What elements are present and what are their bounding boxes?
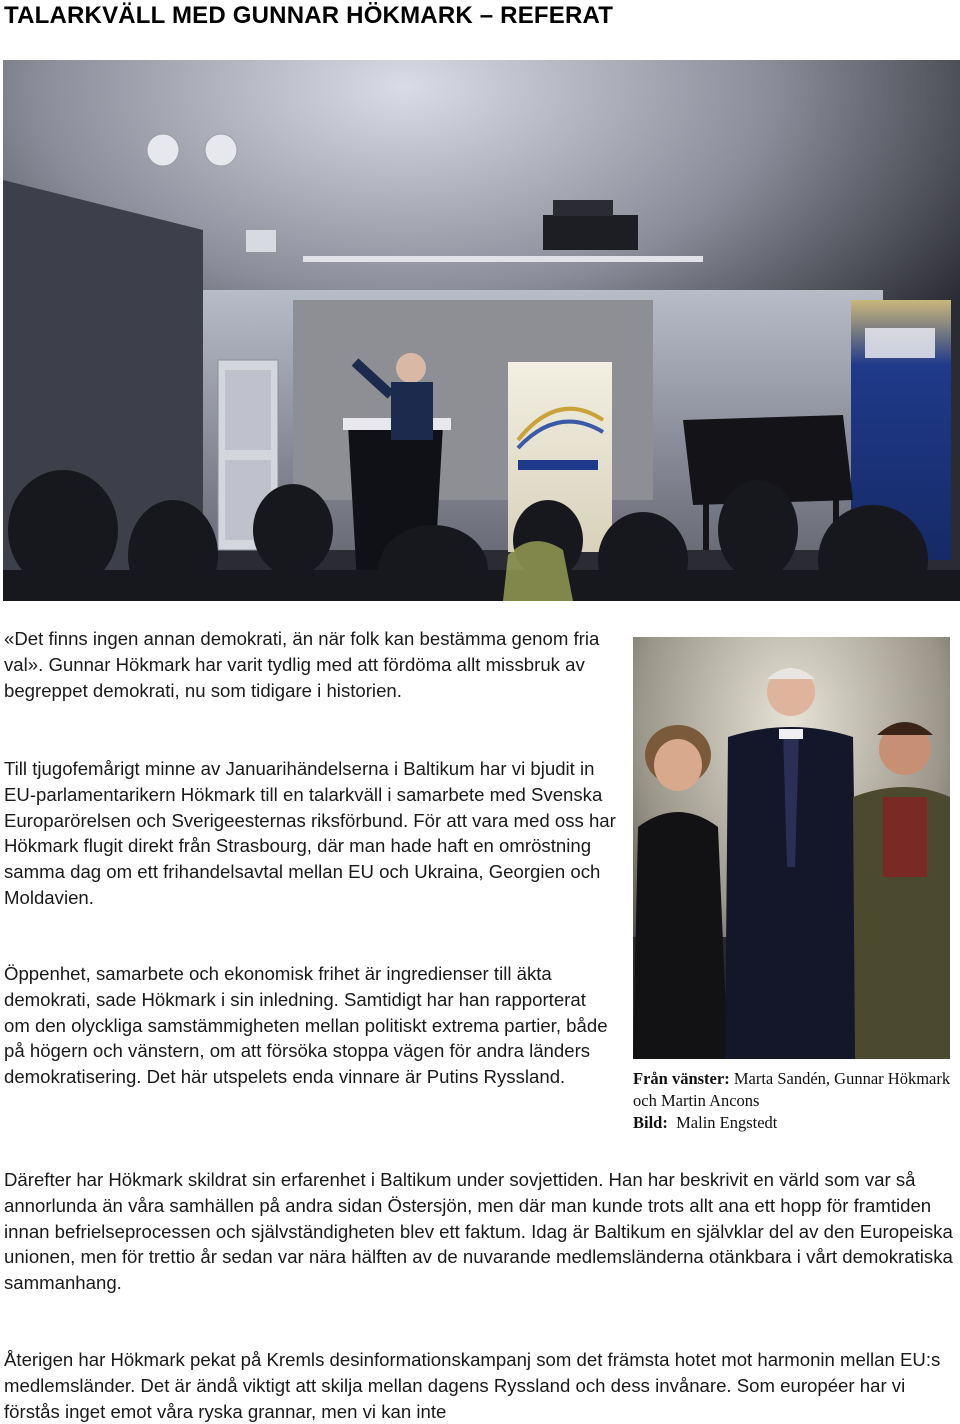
article-paragraph-intro — [4, 626, 616, 703]
caption-from-label: Från vänster: — [633, 1069, 730, 1088]
caption-photo-label: Bild: — [633, 1113, 668, 1132]
main-photo — [3, 60, 960, 601]
side-photo — [633, 637, 950, 1059]
caption-line-from — [633, 1068, 953, 1112]
caption-line-photo — [633, 1112, 953, 1134]
article-paragraph-background — [4, 756, 616, 911]
article-paragraph-democracy — [4, 961, 616, 1090]
paragraph-2: Till tjugofemårigt minne av Januarihändelserna i Baltikum har vi bjudit in EU-parlamentarikern Hökmark till en talarkväll i samarbete med Svenska Europarörelsen och Sverigeesternas riksförbund. För att vara med oss har Hökmark flugit direkt från Strasbourg, där man hade haft en omröstning samma dag om ett frihandelsavtal mellan EU och Ukraina, Georgien och Moldavien. — [4, 758, 616, 908]
photo-caption — [633, 1068, 953, 1134]
paragraph-4: Därefter har Hökmark skildrat sin erfarenhet i Baltikum under sovjettiden. Han har beskrivit en värld som var så annorlunda än våra samhällen på andra sidan Östersjön, men där man kunde trots allt ana ett hopp för framtiden innan befrielseprocessen och självständigheten blev ett faktum. Idag är Baltikum en självklar del av den Europeiska unionen, men för trettio år sedan var nära hälften av de nuvarande medlemsländerna otänkbara i vårt demokratiska sammanhang. — [4, 1169, 953, 1294]
paragraph-5: Återigen har Hökmark pekat på Kremls desinformationskampanj som det främsta hotet mot harmonin mellan EU:s medlemsländer. Det är ändå viktigt att skilja mellan dagens Ryssland och dess invånare. Som européer har vi förstås inget emot våra ryska grannar, men vi kan inte — [4, 1349, 941, 1422]
article-paragraph-kremlin — [4, 1347, 956, 1424]
article-paragraph-history — [4, 1167, 956, 1296]
caption-photo-text: Malin Engstedt — [676, 1113, 778, 1132]
page-title: TALARKVÄLL MED GUNNAR HÖKMARK – REFERAT — [4, 2, 614, 29]
paragraph-1: «Det finns ingen annan demokrati, än när folk kan bestämma genom fria val». Gunnar Hökmark har varit tydlig med att fördöma allt missbruk av begreppet demokrati, nu som tidigare i historien. — [4, 628, 600, 701]
caption-from-text: Marta Sandén, Gunnar Hökmark och Martin Ancons — [633, 1069, 951, 1110]
paragraph-3: Öppenhet, samarbete och ekonomisk frihet är ingredienser till äkta demokrati, sade Hökmark i sin inledning. Samtidigt har han rapporterat om den olyckliga samstämmigheten mellan politiskt extrema partier, både på högern och vänstern, om att försöka stoppa vägen för andra länders demokratisering. Det här utspelets enda vinnare är Putins Ryssland. — [4, 963, 608, 1088]
